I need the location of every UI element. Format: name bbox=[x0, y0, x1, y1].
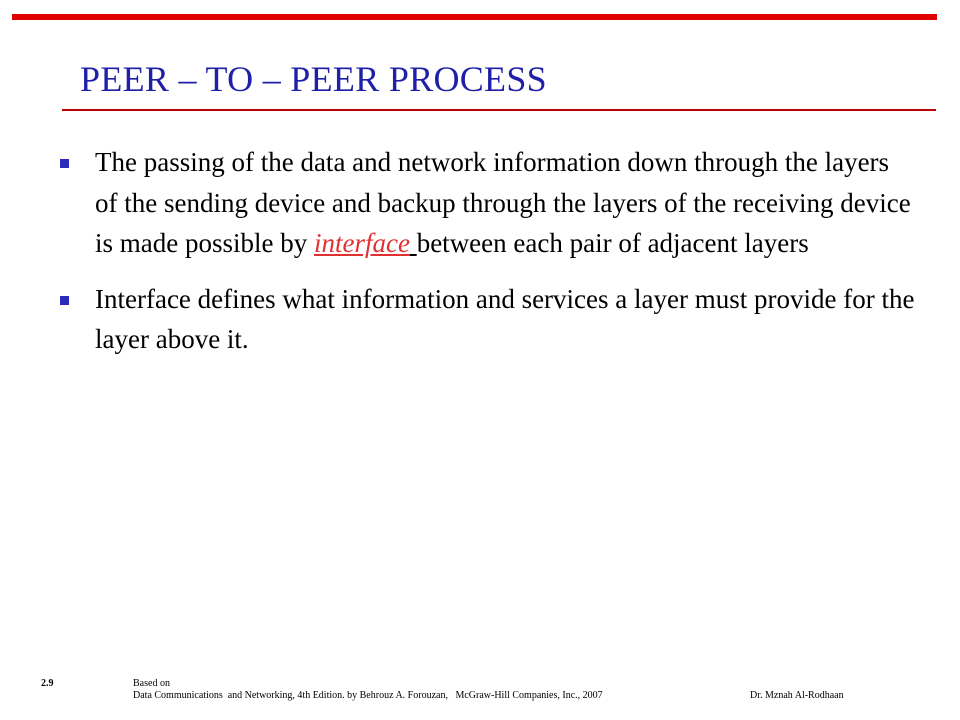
square-bullet-icon bbox=[60, 159, 69, 168]
bullet-list bbox=[58, 142, 918, 360]
title-divider bbox=[62, 109, 936, 111]
credit-line-2: Data Communications and Networking, 4th Edition. by Behrouz A. Forouzan, McGraw-Hill Companies, Inc., 2007 bbox=[133, 690, 603, 701]
top-divider bbox=[12, 14, 937, 20]
slide-title: PEER – TO – PEER PROCESS bbox=[80, 59, 547, 99]
bullet-text-after: between each pair of adjacent layers bbox=[416, 228, 809, 258]
square-bullet-icon bbox=[60, 296, 69, 305]
interface-term[interactable]: interface bbox=[313, 228, 410, 258]
term-underline-gap bbox=[410, 228, 417, 258]
credit-line-1: Based on bbox=[133, 678, 170, 689]
bullet-text-before: The passing of the data and network information down through the layers of the sending device and backup through the layers of the receiving device is made possible by bbox=[95, 147, 911, 258]
bullet-text: Interface defines what information and services a layer must provide for the layer above it. bbox=[95, 283, 915, 354]
slide-number: 2.9 bbox=[41, 678, 54, 689]
source-credit bbox=[133, 678, 603, 702]
author-name: Dr. Mznah Al-Rodhaan bbox=[750, 690, 844, 701]
bullet-item bbox=[58, 142, 918, 264]
bullet-item bbox=[58, 279, 918, 360]
